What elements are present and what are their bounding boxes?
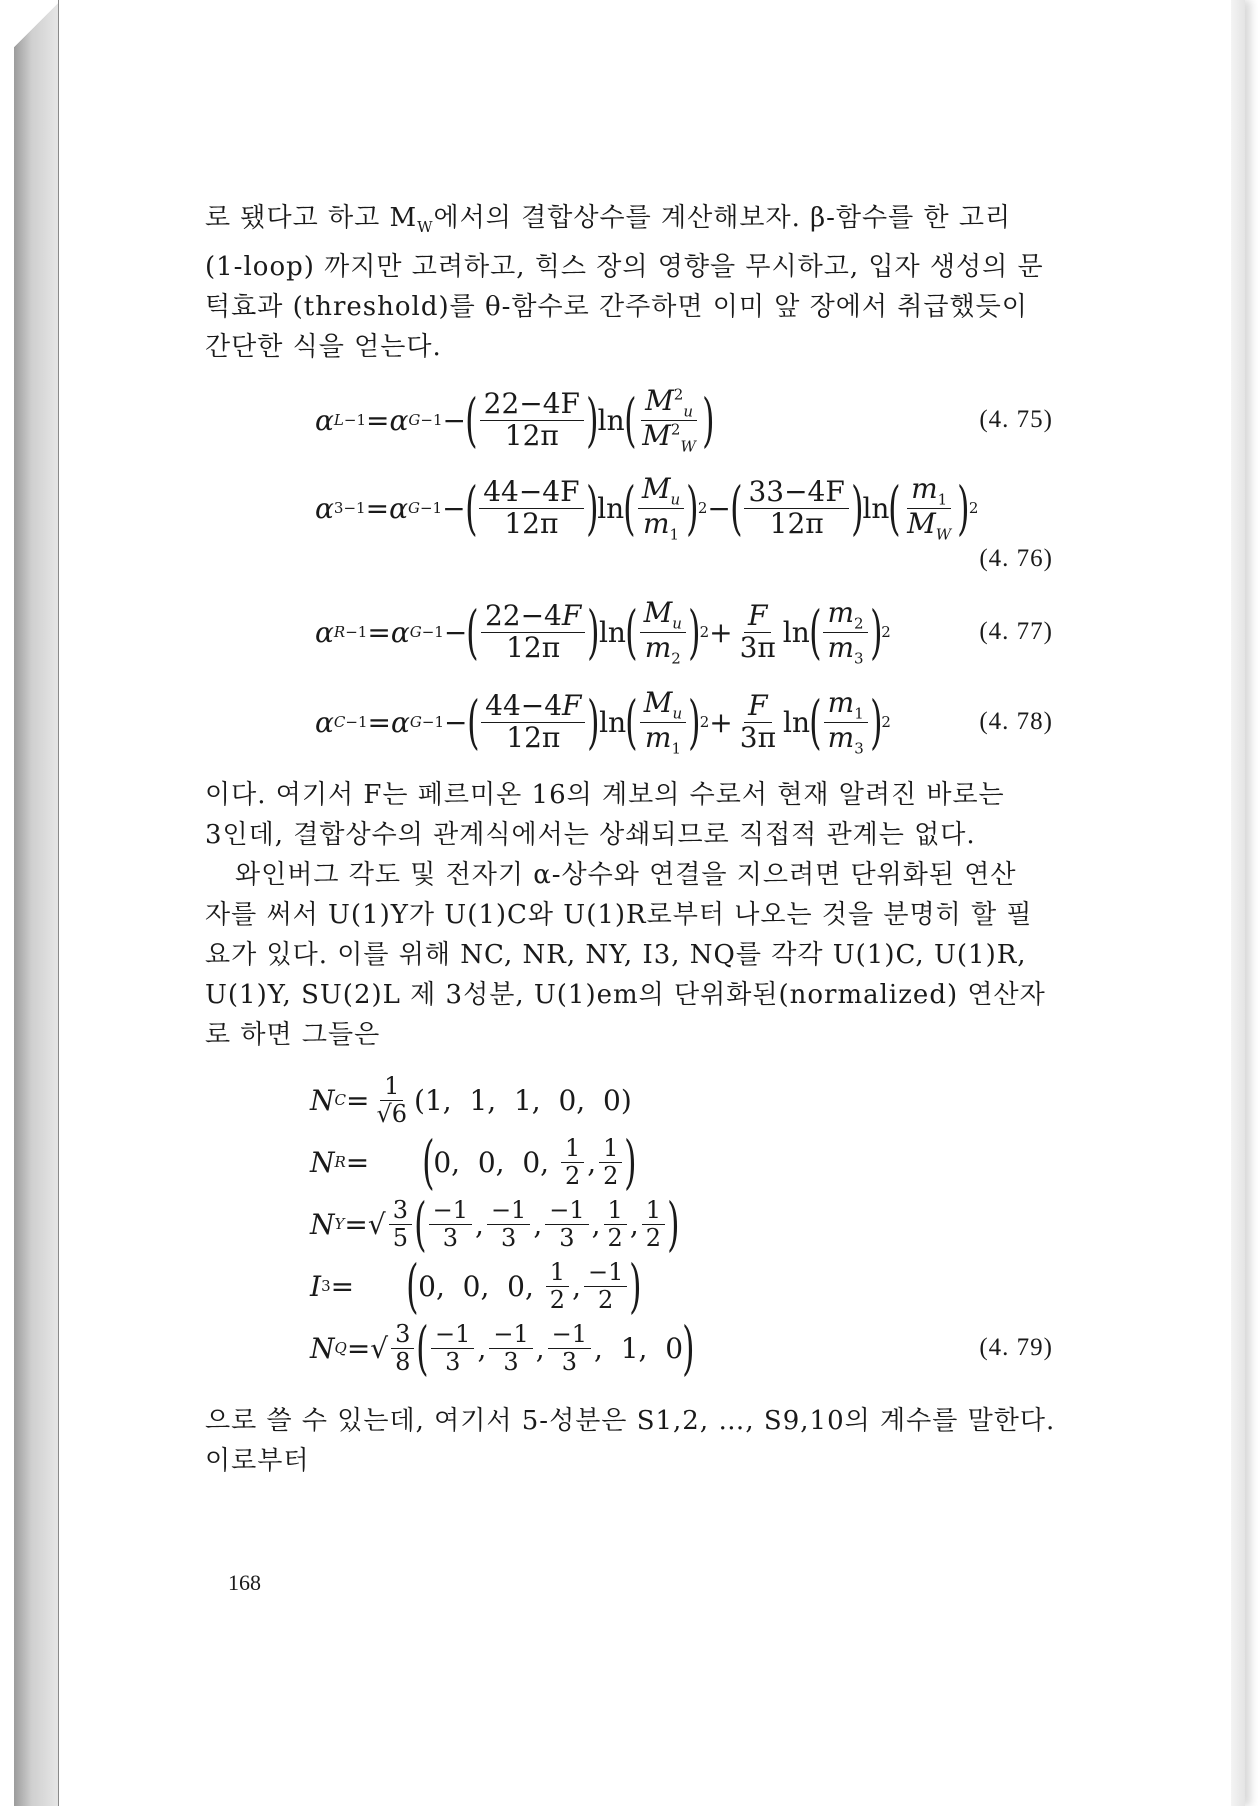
text-line: 로 됐다고 하고 M <box>205 203 418 233</box>
equation-4-77: α R −1 = α G −1 − ( $\frac{22-4F}{12\pi}$ ) ln ( $\frac{M_u}{m_2}$ ) 2 + $\frac{F}{3\pi}$ ln ( $\frac{m_2}{m_3}$ ) 2 (4. 77) <box>315 595 1053 668</box>
text-line: 간단한 식을 얻는다. <box>205 332 442 363</box>
equation-4-79-block <box>205 1069 1083 1383</box>
text-line: 으로 쓸 수 있는데, 여기서 5-성분은 S1,2, …, S9,10의 계수를 말한다. <box>205 1406 1056 1437</box>
intro-paragraph <box>205 198 1083 367</box>
text-line: 자를 써서 U(1)Y가 U(1)C와 U(1)R로부터 나오는 것을 분명히 할 필 <box>205 900 1033 931</box>
equation-nq: N Q =√ $\frac{3}{8}$ ( $\frac{-1}{3}$ , $\frac{-1}{3}$ , $\frac{-1}{3}$ , 1, 0 ) (4. 79) <box>310 1314 1053 1383</box>
equation-4-78: α C −1 = α G −1 − ( $\frac{44-4F}{12\pi}$ ) ln ( $\frac{M_u}{m_1}$ ) 2 + $\frac{F}{3\pi}$ ln ( $\frac{m_1}{m_3}$ ) 2 (4. 78) <box>315 685 1053 758</box>
page-content <box>205 198 1083 1481</box>
equation-i3: I 3 = ( 0, 0, 0, $\frac{1}{2}$ , $\frac{-1}{2}$ ) <box>310 1252 642 1321</box>
fraction-numerator: 22−4F <box>480 389 584 421</box>
book-spine <box>14 0 58 1806</box>
text-line: 로 하면 그들은 <box>205 1020 381 1051</box>
equation-nc: N C = $\frac{1}{√6}$ (1, 1, 1, 0, 0) <box>310 1072 632 1128</box>
fraction-numerator: 33−4F <box>744 477 848 509</box>
equation-ny: N Y =√ $\frac{3}{5}$ ( $\frac{-1}{3}$ , $\frac{-1}{3}$ , $\frac{-1}{3}$ , $\frac{1}{2}$ , $\frac{1}{2}$ ) <box>310 1190 680 1259</box>
equation-4-76: α 3 −1 = α G −1 − ( $\frac{44-4F}{12\pi}$ ) ln ( $\frac{M_u}{m_1}$ ) 2 − ( $\frac{33-4F}{12\pi}$ ) ln ( $\frac{m_1}{M_W}$ ) 2 <box>315 471 979 544</box>
fermion-paragraph <box>205 775 1083 855</box>
text-line: 이다. 여기서 F는 페르미온 16의 계보의 수로서 현재 알려진 바로는 <box>205 780 1005 811</box>
page-number: 168 <box>228 1570 261 1595</box>
equation-4-75: α L −1 = α G −1 − ( $\frac{22-4F}{12\pi}$ ) ln ( $\frac{M^2_u}{M^2_W}$ ) (4. 75) <box>315 383 1053 456</box>
text-line: 3인데, 결합상수의 관계식에서는 상쇄되므로 직접적 관계는 없다. <box>205 820 976 851</box>
text-line: U(1)Y, SU(2)L 제 3성분, U(1)em의 단위화된(normalized) 연산자 <box>205 980 1046 1011</box>
page-edge <box>1231 0 1245 1806</box>
text-line: 에서의 결합상수를 계산해보자. β-함수를 한 고리 <box>433 203 1012 233</box>
subscript: W <box>417 218 434 237</box>
text-line: 와인버그 각도 및 전자기 α-상수와 연결을 지으려면 단위화된 연산 <box>235 860 1017 891</box>
text-line: 턱효과 (threshold)를 θ-함수로 간주하면 이미 앞 장에서 취급했듯이 <box>205 292 1028 323</box>
text-line: 이로부터 <box>205 1446 310 1477</box>
fraction-denominator: 12π <box>504 418 559 452</box>
equation-nr: N R = ( 0, 0, 0, $\frac{1}{2}$ , $\frac{1}{2}$ ) <box>310 1128 637 1197</box>
text-line: (1-loop) 까지만 고려하고, 힉스 장의 영향을 무시하고, 입자 생성의 문 <box>205 252 1044 283</box>
weinberg-paragraph <box>205 855 1083 1055</box>
text-line: 요가 있다. 이를 위해 NC, NR, NY, I3, NQ를 각각 U(1)C, U(1)R, <box>205 940 1027 971</box>
equation-number: (4. 76) <box>979 545 1053 573</box>
equation-number: (4. 77) <box>979 618 1053 646</box>
closing-paragraph <box>205 1401 1083 1481</box>
fraction-numerator: 44−4F <box>479 477 583 509</box>
equation-number: (4. 79) <box>979 1334 1053 1362</box>
equation-number: (4. 75) <box>979 406 1053 434</box>
equation-number: (4. 78) <box>979 708 1053 736</box>
